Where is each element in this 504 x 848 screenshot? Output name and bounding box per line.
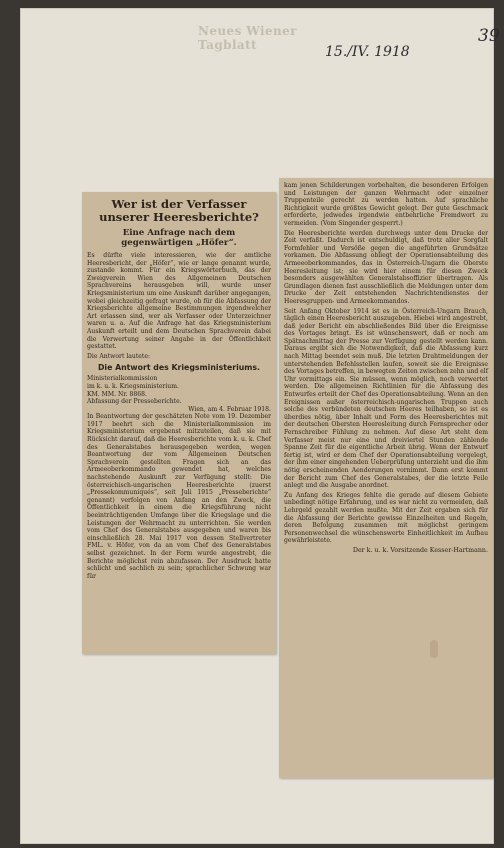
continuation-paragraph: kam jenen Schilderungen vorbehalten, die besonderen Erfolgen und Leistungen der ganzen Wehrmacht oder einzelner Truppenteile gerecht zu werden hatten. Auf sprachliche Richtigkeit wurde größtes Gewicht gelegt. Der gute Geschmack erforderte, jedwedes irgendwie entbehrliche Fremdwort zu vermeiden. (Vom Singender gesperrt.) <box>284 182 488 227</box>
continuation-paragraph: Seit Anfang Oktober 1914 ist es in Österreich-Ungarn Brauch, täglich einen Heeresbericht auszugeben. Hiebei wird angestrebt, daß jeder Bericht ein abschließendes Bild über die Ereignisse des Vortages bringt. Es ist wünschenswert, daß er noch am Spätnachmittag der Presse zur Verfügung gestellt werden kann. Daraus ergibt sich die Notwendigkeit, daß die Abfassung kurz nach Mittag beendet sein muß. Die letzten Drahtmeldungen der unterstehenden Befehlsstellen laufen, soweit sie die Ereignisse des Vortages betreffen, in bewegten Zeiten zwischen zehn und elf Uhr vormittags ein. Sie müssen, wenn möglich, noch verwertet werden. Die allgemeinen Richtlinien für die Abfassung des Entwurfes erteilt der Chef des Operationsabteilung. Wenn an den Ereignissen außer österreichisch-ungarischen Truppen auch solche des verbündeten deutschen Heeres teilhaben, so ist es überdies nötig, über Inhalt und Form des Heeresberichtes mit der deutschen Obersten Heeresleitung durch Fernsprecher oder Fernschreiber Fühlung zu nehmen. Auf diese Art steht dem Verfasser meist nur eine und dreiviertel Stunden zählende Spanne Zeit für die eigentliche Arbeit übrig. Wenn der Entwurf fertig ist, wird er dem Chef der Operationsabteilung vorgelegt, der ihm einer eingehenden Ueberprüfung unterzieht und die ihm nötig erscheinenden Aenderungen vornimmt. Dann erst kommt der Bericht zum Chef des Generalstabes, der die letzte Feile anlegt und die Ausgabe anordnet. <box>284 307 488 490</box>
reply-address-line: Ministerialkommission <box>87 375 158 383</box>
reply-body: In Beantwortung der geschätzten Note vom 19. Dezember 1917 beehrt sich die Ministerialkommission im Kriegsministerium ergebenst mitzuteilen, daß sie mit Rücksicht darauf, daß die Heeresberichte vom k. u. k. Chef des Generalstabes herausgegeben werden, wegen Beantwortung der vom Allgemeinen Deutschen Sprachverein gestellten Fragen sich an das Armeeoberkommando gewendet hat, welches nachstehende Auskunft zur Verfügung stellt: Die österreichisch-ungarischen Heeresberichte (zuerst „Pressekommuniqués“, seit Juli 1915 „Presseberichte“ genannt) verfolgen von Anfang an den Zweck, die Öffentlichkeit in einem die Kriegsführung nicht beeinträchtigenden Umfange über die Kriegslage und die Leistungen der Wehrmacht zu unterrichten. Sie werden vom Chef des Generalstabes ausgegeben und waren bis einschließlich 28. Mai 1917 von dessen Stellvertreter FML. v. Höfer, von da an vom Chef des Generalstabes selbst gezeichnet. In der Form wurde angestrebt, die Berichte möglichst rein abzufassen. Der Ausdruck hatte schlicht und sachlich zu sein; sprachlicher Schwung war für <box>87 413 271 580</box>
reply-address-line: Abfassung der Presseberichte. <box>87 398 182 406</box>
continuation-paragraph: Zu Anfang des Krieges fehlte die gerade auf diesem Gebiete unbedingt nötige Erfahrung, und es war nicht zu vermeiden, daß Lehrgeld gezahlt werden mußte. Mit der Zeit ergaben sich für die Abfassung der Berichte gewisse Einzelheiten und Regeln, deren Befolgung zusammen mit möglichst geringem Personenwechsel die wünschenswerte Einheitlichkeit im Aufbau gewährleistete. <box>284 491 488 545</box>
reply-label: Die Antwort lautete: <box>87 352 151 360</box>
reply-date: Wien, am 4. Februar 1918. <box>188 405 271 413</box>
article-subheadline: Eine Anfrage nach dem gegenwärtigen „Höfer“. <box>121 228 237 248</box>
article-intro: Es dürfte viele interessieren, wie der amtliche Heeresbericht, der „Höfer“, wie er lange genannt wurde, zustande kommt. Für ein Kriegswörterbuch, das der Zweigverein Wien des Allgemeinen Deutschen Sprachvereins herausgeben will, wurde unser Kriegsministerium um eine Auskunft darüber angegangen, wobei gleichzeitig gefragt wurde, ob für die Abfassung der Kriegsberichte allgemeine Bestimmungen irgendwelcher Art erlassen sind, wer als Verfasser oder Unterzeichner waren u. a. Auf die Anfrage hat das Kriegsministerium Auskunft erteilt und dem Deutschen Sprachverein dabei die Verwertung seiner Angabe in der Öffentlichkeit gestattet. <box>87 252 271 351</box>
handwritten-page-number: 39 <box>478 26 500 46</box>
reply-address-line: KM. MM. Nr. 8868. <box>87 390 147 398</box>
newspaper-title-stamp: Neues Wiener Tagblatt <box>198 24 297 52</box>
paper-stain <box>430 640 438 658</box>
clipping-left-column <box>82 192 276 654</box>
reply-address-line: im k. u. k. Kriegsministerium. <box>87 382 179 390</box>
handwritten-date: 15./IV. 1918 <box>325 44 410 60</box>
reply-title: Die Antwort des Kriegsministeriums. <box>97 363 261 373</box>
article-headline: Wer ist der Verfasser unserer Heeresberichte? <box>99 197 259 224</box>
clipping-right-column <box>279 178 493 778</box>
continuation-paragraph: Die Heeresberichte werden durchwegs unter dem Drucke der Zeit verfaßt. Dadurch ist entschuldigt, daß trotz aller Sorgfalt Formfehler und Versöße gegen die angeführten Grundsätze vorkamen. Die Abfassung obliegt der Operationsabteilung des Armeeoberkommandos, das in Österreich-Ungarn die Oberste Heeresleitung ist; sie wird hier einem für diesen Zweck besonders ausgewählten Generalstabsoffizier übertragen. Als Grundlagen dienen fast ausschließlich die Meldungen unter dem Drucke der Zeit entstehenden Nachrichtendienstes der Heeresgruppen- und Armeekommandos. <box>284 229 488 305</box>
signature-line: Der k. u. k. Vorsitzende Kesser-Hartmann. <box>352 546 488 554</box>
